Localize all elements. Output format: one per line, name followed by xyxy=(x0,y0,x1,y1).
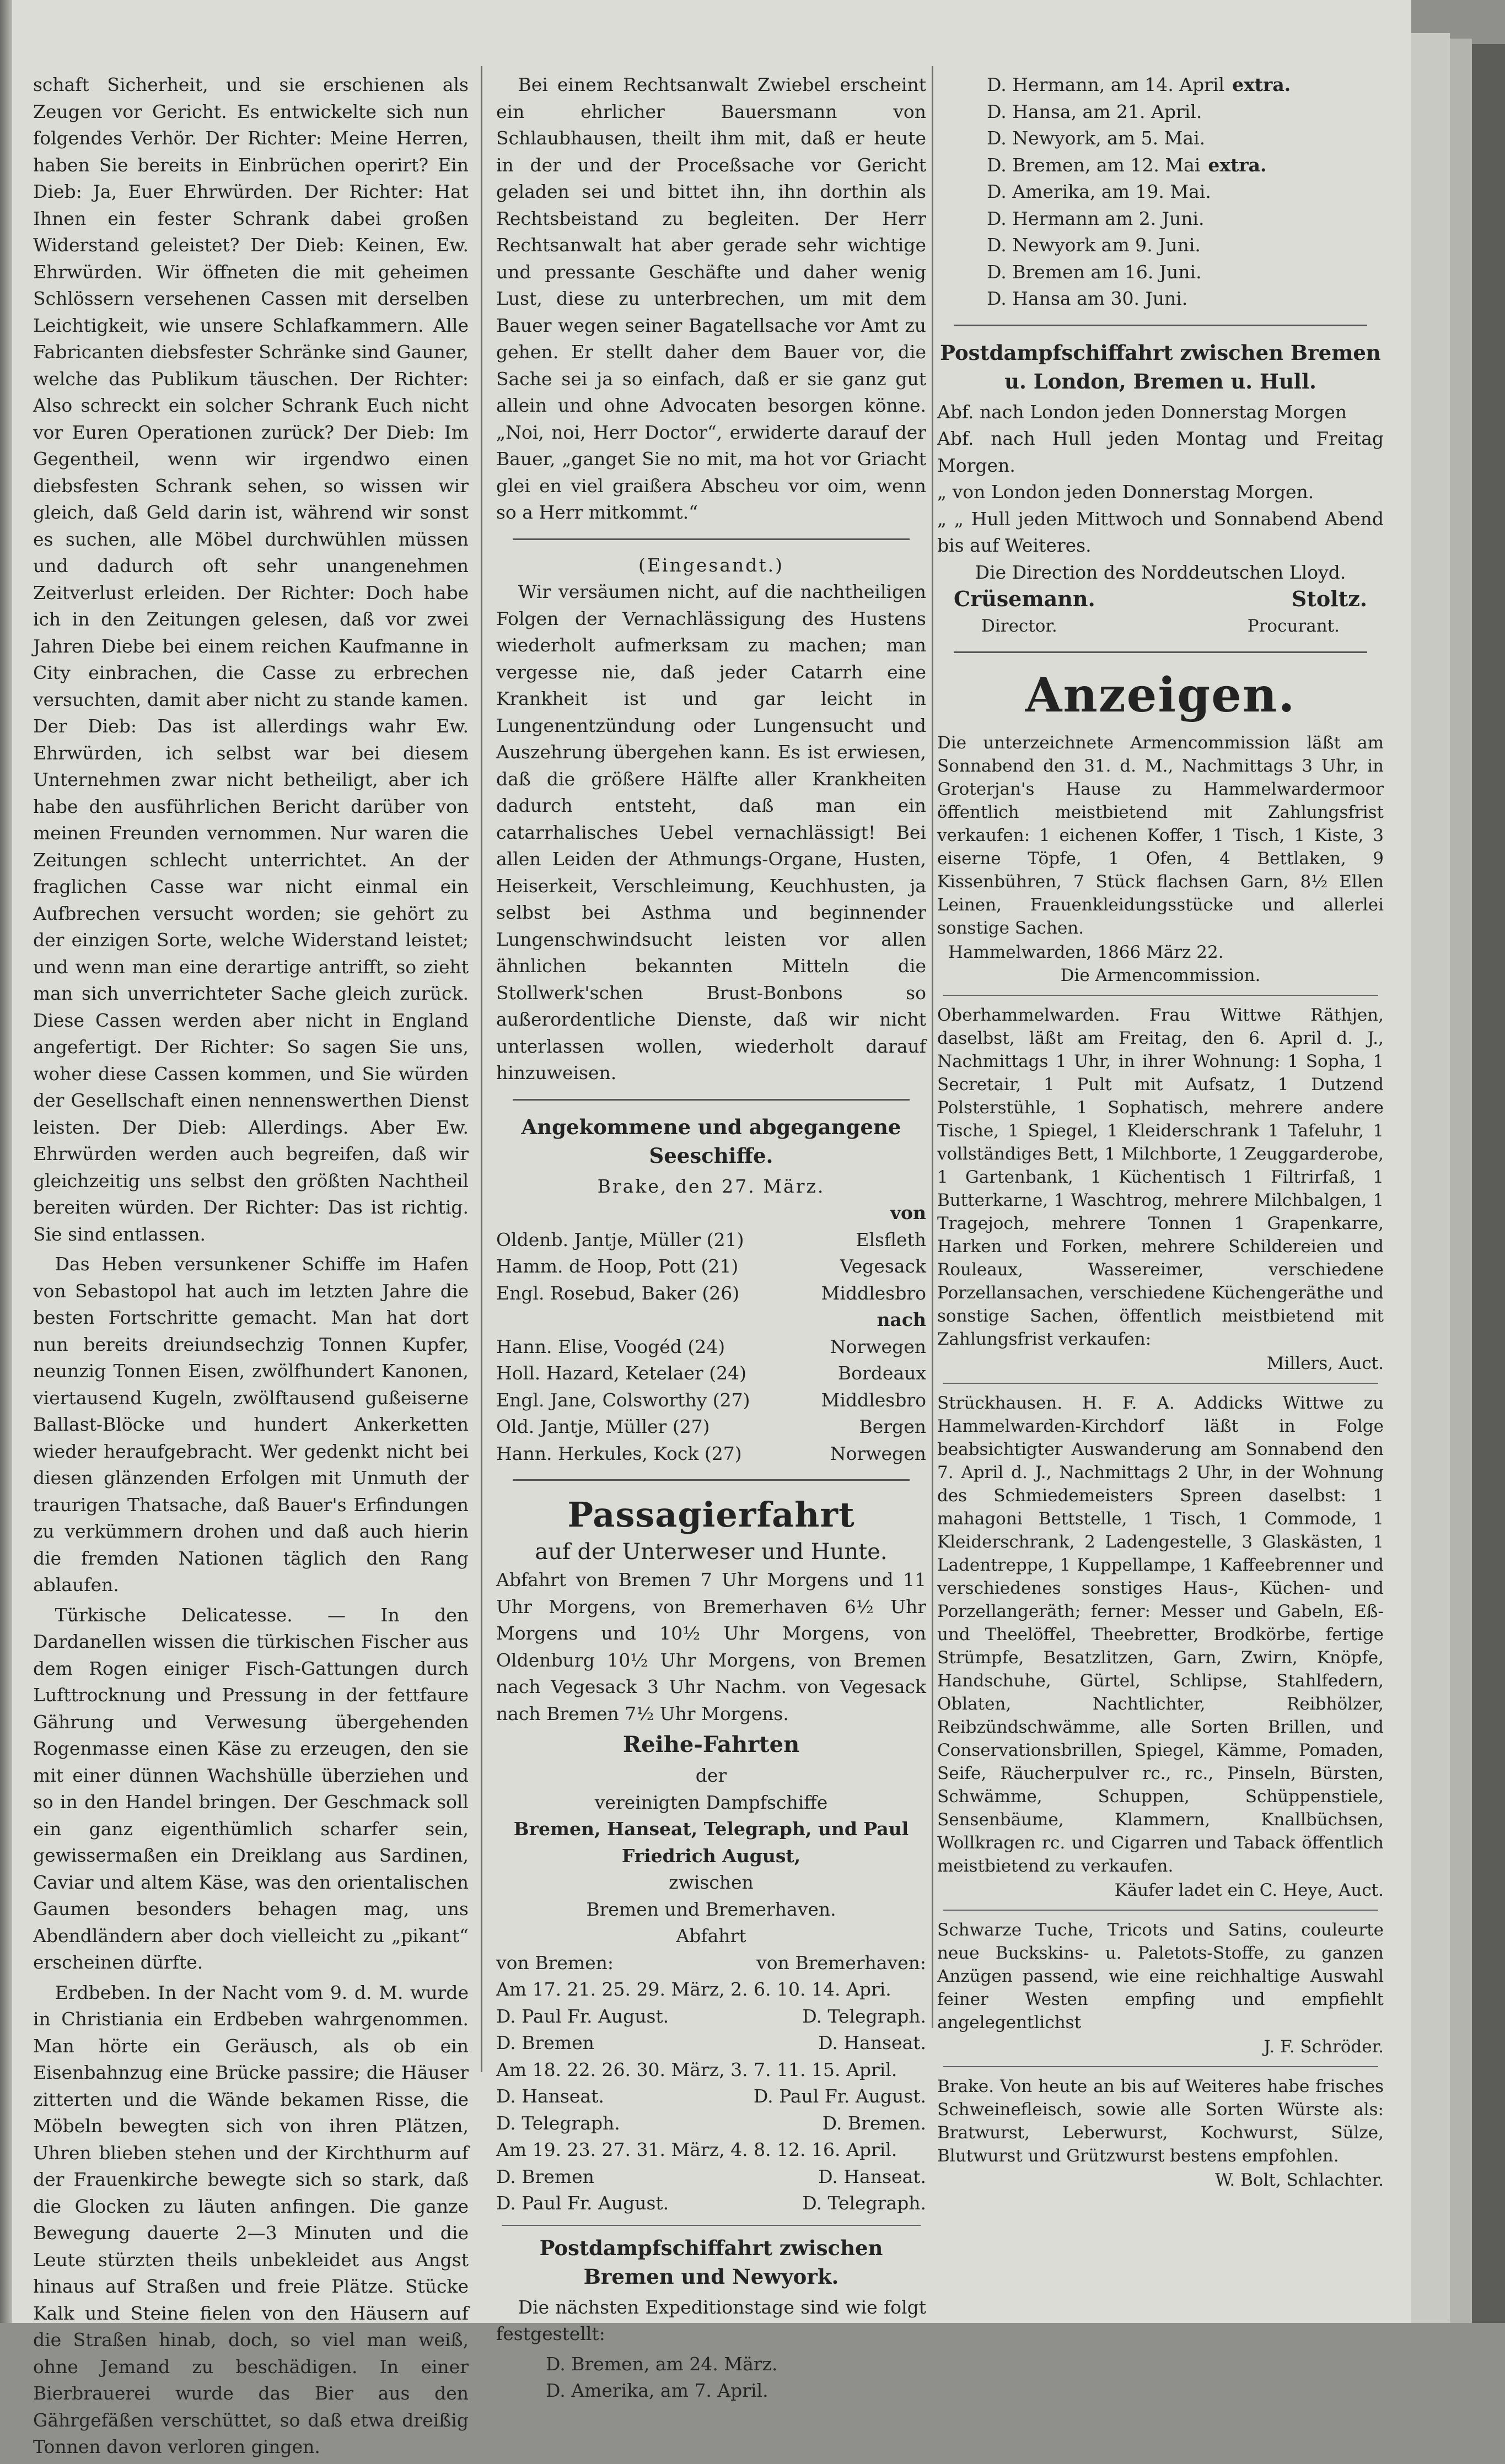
schedule-ship-bremerhaven: D. Hanseat. xyxy=(818,2165,926,2187)
london-schedule-line: Abf. nach Hull jeden Montag und Freitag Morgen. xyxy=(937,428,1384,476)
turkish-delicatesse-article: Türkische Delicatesse. — In den Dardanellen wissen die türkischen Fischer aus dem Rogen einiger Fisch-Gattungen durch Lufttrocknung und Pressung in der fettfaure Gährung und Verwesung übergehenden Rogenmasse einen Käse zu erzeugen, den sie mit einer dünnen Wachshülle überziehen und so in den Handel bringen. Der Geschmack soll ein ganz eigenthümlich scharfer sein, gewissermaßen ein Dreiklang aus Sardinen, Caviar und altem Käse, was den orientalischen Gaumen besonders behagen mag, uns Abendländern aber doch vielleicht zu „pikant“ erscheinen dürfte. xyxy=(33,1604,469,1973)
column-2 xyxy=(496,72,926,2404)
ships-place-date: Brake, den 27. März. xyxy=(597,1175,825,1197)
anzeigen-heading: Anzeigen. xyxy=(1025,667,1296,723)
ad-schroeder-text: Schwarze Tuche, Tricots und Satins, couleurte neue Buckskins- u. Paletots-Stoffe, zu ganzen Anzügen passend, wie eine reichhaltige Auswahl feiner Westen empfing und empfiehlt angelegentlichst xyxy=(937,1920,1384,2032)
eingesandt-label: (Eingesandt.) xyxy=(638,554,784,576)
ad-armencommission-date: Hammelwarden, 1866 März 22. xyxy=(948,942,1224,962)
ship-name: Oldenb. Jantje, Müller (21) xyxy=(496,1228,744,1250)
from-bremen-label: von Bremen: xyxy=(496,1951,614,1974)
from-bremerhaven-label: von Bremerhaven: xyxy=(756,1951,926,1974)
section-divider xyxy=(513,538,910,540)
schedule-header xyxy=(496,1950,926,1977)
signature-director: Crüsemann. xyxy=(954,586,1095,611)
schedule-row xyxy=(496,2190,926,2217)
schedule-ship-bremen: D. Hanseat. xyxy=(496,2085,604,2107)
earthquake-article: Erdbeben. In der Nacht vom 9. d. M. wurde in Christiania ein Erdbeben wahrgenommen. Man hörte ein Geräusch, als ob ein Eisenbahnzug eine Brücke passire; die Häuser zitterten und die Wände bekamen Risse, die Möbeln bewegten sich von ihren Plätzen, Uhren blieben stehen und der Kirchthurm auf der Frauenkirche bewegte sich so stark, daß die Glocken zu läuten anfingen. Die ganze Bewegung dauerte 2—3 Minuten und die Leute stürzten theils unbekleidet aus Angst hinaus auf Straßen und freie Plätze. Stücke Kalk und Steine fielen von den Häusern auf die Straßen hinab, doch, so viel man weiß, ohne Jemand zu beschädigen. In einer Bierbrauerei wurde das Bier aus den Gährgefäßen verschüttet, so daß etwa dreißig Tonnen davon verloren gingen. xyxy=(33,1981,469,2457)
ship-row xyxy=(496,1387,926,1414)
ship-row xyxy=(496,1360,926,1387)
newyork-date-text: D. Hansa, am 21. April. xyxy=(987,100,1202,122)
ad-bolt-text: Brake. Von heute an bis auf Weiteres habe frisches Schweinefleisch, sowie alle Sorten Würste als: Bratwurst, Leberwurst, Kochwurst, Sülze, Blutwurst und Grützwurst bestens empfohlen. xyxy=(937,2077,1384,2166)
lloyd-roles xyxy=(937,613,1384,640)
role-procurant: Procurant. xyxy=(1247,616,1340,636)
ship-row xyxy=(496,1334,926,1361)
newyork-date xyxy=(937,179,1384,206)
ad-addicks-text: Strückhausen. H. F. A. Addicks Wittwe zu Hammelwarden-Kirchdorf läßt in Folge beabsichtigter Auswanderung am Sonnabend den 7. April d. J., Nachmittags 2 Uhr, in der Wohnung des Schmiedemeisters Spreen daselbst: 1 mahagoni Bettstelle, 1 Tisch, 1 Commode, 1 Kleiderschrank, 2 Ladengestelle, 3 Glaskästen, 1 Ladentreppe, 1 Kuppellampe, 1 Kaffeebrenner und verschiedenes sonstiges Haus-, Küchen- und Porzellangeräth; ferner: Messer und Gabeln, Eß- und Theelöffel, Theebretter, Brodkörbe, fertige Strümpfe, Besatzlitzen, Garn, Zwirn, Knöpfe, Handschuhe, Gürtel, Schlipse, Stahlfedern, Oblaten, Nachtlichter, Reibhölzer, Reibzündschwämme, alle Sorten Brillen, und Conservationsbrillen, Spiegel, Kämme, Pomaden, Seife, Räucherpulver rc., rc., Pinseln, Bürsten, Schwämme, Schuppen, Schüppenstiele, Sensenbäume, Klammern, Knallbüchsen, Wollkragen rc. und Cigarren und Taback öffentlich meistbietend zu verkaufen. xyxy=(937,1393,1384,1876)
schedule-row xyxy=(496,2164,926,2191)
newyork-date xyxy=(937,285,1384,312)
thieves-article: schaft Sicherheit, und sie erschienen als Zeugen vor Gericht. Es entwickelte sich nun folgendes Verhör. Der Richter: Meine Herren, haben Sie bereits in Einbrüchen operirt? Ein Dieb: Ja, Euer Ehrwürden. Der Richter: Hat Ihnen ein fester Schrank dabei großen Widerstand geleistet? Der Dieb: Keinen, Ew. Ehrwürden. Wir öffneten die mit geheimen Schlössern versehenen Cassen mit derselben Leichtigkeit, wie unsere Schlafkammern. Alle Fabricanten diebsfester Schränke sind Gauner, welche das Publikum täuschen. Der Richter: Also schreckt ein solcher Schrank Euch nicht vor Euren Operationen zurück? Der Dieb: Im Gegentheil, wenn wir irgendwo einen diebsfesten Schrank sehen, so wissen wir gleich, daß Geld darin ist, während wir sonst es suchen, alle Möbel durchwühlen müssen und dadurch oft sehr unangenehmen Zeitverlust erleiden. Der Richter: Doch habe ich in den Zeitungen gelesen, daß vor zwei Jahren Diebe bei einem reichen Kaufmanne in City einbrachen, die Casse zu erbrechen versuchten, damit aber nicht zu stande kamen. Der Dieb: Das ist allerdings wahr Ew. Ehrwürden, ich selbst war bei diesem Unternehmen zwar nicht betheiligt, aber ich habe den ausführlichen Bericht darüber von meinen Freunden vernommen. Nur waren die Zeitungen schlecht unterrichtet. An der fraglichen Casse war nicht einmal ein Aufbrechen versucht worden; sie gehört zu der einzigen Sorte, welche Widerstand leistet; und wenn man eine derartige antrifft, so zieht man sich unverrichteter Sache gleich zurück. Diese Cassen werden aber nicht in England angefertigt. Der Richter: So sagen Sie uns, woher diese Cassen kommen, und Sie würden der Gesellschaft einen nennenswerthen Dienst leisten. Der Dieb: Allerdings. Aber Ew. Ehrwürden werden auch begreifen, daß wir gleichzeitig uns selbst den größten Nachtheil bereiten würden. Der Richter: Das ist richtig. Sie sind entlassen. xyxy=(33,74,469,1245)
section-divider xyxy=(954,651,1367,653)
ad-divider xyxy=(943,995,1378,996)
ad-raethjen-text: Oberhammelwarden. Frau Wittwe Räthjen, daselbst, läßt am Freitag, den 6. April d. J., Nachmittags 1 Uhr, in ihrer Wohnung: 1 Sopha, 1 Secretair, 1 Pult mit Aufsatz, 1 Dutzend Polsterstühle, 1 Sophatisch, mehrere andere Tische, 1 Spiegel, 1 Kleiderschrank 1 Tafeluhr, 1 vollständiges Bett, 1 Milchborte, 1 Zeuggarderobe, 1 Gartenbank, 1 Küchentisch 1 Filtrirfaß, 1 Butterkarne, 1 Waschtrog, mehrere Milchbalgen, 1 Tragejoch, mehrere Tonnen 1 Grapenkarre, Harken und Forken, mehrere Schildereien und Rouleaux, Wassereimer, verschiedene Porzellansachen, verschiedene Küchengeräthe und sonstige Sachen, öffentlich meistbietend mit Zahlungsfrist verkaufen: xyxy=(937,1005,1384,1349)
reihe-fahrten-heading: Reihe-Fahrten xyxy=(622,1732,800,1757)
schedule-row xyxy=(496,2083,926,2110)
ship-port: Elsfleth xyxy=(856,1228,926,1250)
departed-ships-list xyxy=(496,1334,926,1468)
london-heading: Postdampfschiffahrt zwischen Bremen u. London, Bremen u. Hull. xyxy=(940,340,1381,393)
section-divider xyxy=(954,325,1367,326)
schedule-list xyxy=(496,1976,926,2217)
extra-label: extra. xyxy=(1232,74,1291,95)
reihe-ship-names: Bremen, Hanseat, Telegraph, und Paul Friedrich August, xyxy=(513,1818,909,1867)
newyork-date-text: D. Hermann, am 14. April xyxy=(987,74,1225,95)
section-divider xyxy=(513,1099,910,1101)
newyork-date: D. Amerika, am 7. April. xyxy=(546,2380,768,2401)
page-stack-edge xyxy=(1411,33,1450,2323)
ad-armencommission xyxy=(937,731,1384,987)
newyork-dates xyxy=(496,2351,926,2404)
ad-bolt xyxy=(937,2075,1384,2192)
ad-schroeder xyxy=(937,1918,1384,2058)
ship-row xyxy=(496,1441,926,1468)
ship-name: Hann. Herkules, Kock (27) xyxy=(496,1442,742,1464)
lawyer-anecdote: Bei einem Rechtsanwalt Zwiebel erscheint ein ehrlicher Bauersmann von Schlaubhausen, theilt ihm mit, daß er heute in der und der Proceßsache vor Gericht geladen sei und bittet ihn, ihn dorthin als Rechtsbeistand zu begleiten. Der Herr Rechtsanwalt hat aber gerade sehr wichtige und pressante Geschäfte und daher wenig Lust, diese zu unterbrechen, um mit dem Bauer wegen seiner Bagatellsache vor Amt zu gehen. Er stellt daher dem Bauer vor, die Sache sei ja so einfach, daß er sie ganz gut allein und ohne Advocaten besorgen könne. „Noi, noi, Herr Doctor“, erwiderte darauf der Bauer, „ganget Sie no mit, ma hot vor Griacht glei en viel graißera Abscheu vor oim, wenn so a Herr mitkommt.“ xyxy=(496,74,926,523)
ad-armencommission-signature: Die Armencommission. xyxy=(1060,966,1261,985)
ship-row xyxy=(496,1280,926,1307)
newyork-date xyxy=(937,152,1384,179)
nach-label: nach xyxy=(877,1309,926,1330)
page-stack-edge xyxy=(1472,44,1505,2323)
ad-addicks xyxy=(937,1392,1384,1902)
schedule-ship-bremerhaven: D. Hanseat. xyxy=(818,2032,926,2053)
ship-port: Middlesbro xyxy=(821,1282,926,1304)
newyork-heading: Postdampfschiffahrt zwischen Bremen und Newyork. xyxy=(539,2235,883,2289)
schedule-ship-bremen: D. Paul Fr. August. xyxy=(496,2005,669,2027)
schedule-row xyxy=(496,2030,926,2057)
reihe-der: der xyxy=(695,1765,727,1786)
passenger-timetable: Abfahrt von Bremen 7 Uhr Morgens und 11 Uhr Morgens, von Bremerhaven 6½ Uhr Morgens und 10½ Uhr Morgens, von Oldenburg 10½ Uhr Morgens, von Bremen nach Vegesack 3 Uhr Nachm. von Vegesack nach Bremen 7½ Uhr Morgens. xyxy=(496,1569,926,1724)
ad-bolt-signature: W. Bolt, Schlachter. xyxy=(1214,2170,1384,2190)
newyork-date xyxy=(937,125,1384,152)
ad-divider xyxy=(943,1910,1378,1911)
newyork-date xyxy=(937,259,1384,286)
ad-raethjen xyxy=(937,1004,1384,1375)
newyork-date xyxy=(937,206,1384,233)
ships-heading: Angekommene und abgegangene Seeschiffe. xyxy=(521,1114,901,1168)
ship-name: Hann. Elise, Voogéd (24) xyxy=(496,1335,725,1357)
passenger-service-heading: Passagierfahrt xyxy=(567,1495,855,1535)
lloyd-signatures xyxy=(937,586,1384,613)
ship-port: Bergen xyxy=(859,1416,926,1437)
reihe-route: Bremen und Bremerhaven. xyxy=(586,1898,836,1920)
schedule-ship-bremen: D. Paul Fr. August. xyxy=(496,2192,669,2214)
newyork-date: D. Bremen, am 24. März. xyxy=(546,2353,778,2375)
passenger-service-subheading: auf der Unterweser und Hunte. xyxy=(535,1539,888,1565)
ship-port: Middlesbro xyxy=(821,1389,926,1411)
ship-row xyxy=(496,1227,926,1254)
column-divider xyxy=(481,66,482,2072)
schedule-ship-bremerhaven: D. Paul Fr. August. xyxy=(753,2085,926,2107)
newyork-date xyxy=(937,72,1384,99)
london-schedule-line: „ „ Hull jeden Mittwoch und Sonnabend Abend bis auf Weiteres. xyxy=(937,508,1384,556)
ad-divider xyxy=(943,1383,1378,1384)
schedule-ship-bremerhaven: D. Bremen. xyxy=(822,2112,926,2134)
ship-name: Engl. Rosebud, Baker (26) xyxy=(496,1282,740,1304)
signature-procurant: Stoltz. xyxy=(1291,586,1367,611)
newyork-date-text: D. Hansa am 30. Juni. xyxy=(987,288,1188,309)
ad-armencommission-text: Die unterzeichnete Armencommission läßt am Sonnabend den 31. d. M., Nachmittags 3 Uhr, in Groterjan's Hause zu Hammelwardermoor öffentlich meistbietend mit Zahlungsfrist verkaufen: 1 eichenen Koffer, 1 Tisch, 1 Kiste, 3 eiserne Töpfe, 1 Ofen, 4 Bettlaken, 9 Kissenbühren, 7 Stück flachsen Garn, 8½ Ellen Leinen, Frauenkleidungsstücke und allerlei sonstige Sachen. xyxy=(937,733,1384,938)
schedule-row xyxy=(496,2110,926,2137)
ship-row xyxy=(496,1253,926,1280)
arrived-ships-list xyxy=(496,1227,926,1307)
ship-port: Norwegen xyxy=(830,1442,926,1464)
extra-label: extra. xyxy=(1208,154,1267,176)
reihe-zwischen: zwischen xyxy=(669,1872,754,1893)
london-schedule-line: Abf. nach London jeden Donnerstag Morgen xyxy=(937,401,1347,423)
ship-port: Norwegen xyxy=(830,1335,926,1357)
newyork-date-text: D. Bremen, am 12. Mai xyxy=(987,154,1201,176)
role-director: Director. xyxy=(981,616,1057,636)
newyork-date-text: D. Hermann am 2. Juni. xyxy=(987,207,1205,229)
schedule-dates: Am 18. 22. 26. 30. März, 3. 7. 11. 15. April. xyxy=(496,2058,897,2080)
ad-raethjen-signature: Millers, Auct. xyxy=(1266,1354,1384,1373)
cough-notice: Wir versäumen nicht, auf die nachtheiligen Folgen der Vernachlässigung des Hustens wiederholt aufmerksam zu machen; man vergesse nie, daß jeder Catarrh eine Krankheit ist und gar leicht in Lungenentzündung oder Lungensucht und Auszehrung übergehen kann. Es ist erwiesen, daß die größere Hälfte aller Krankheiten dadurch entsteht, daß man ein catarrhalisches Uebel vernachlässigt! Bei allen Leiden der Athmungs-Organe, Husten, Heiserkeit, Verschleimung, Keuchhusten, ja selbst bei Asthma und beginnender Lungenschwindsucht leisten vor allen ähnlichen bekannten Mitteln die Stollwerk'schen Brust-Bonbons so außerordentliche Dienste, daß wir nicht unterlassen wollen, wiederholt darauf hinzuweisen. xyxy=(496,581,926,1083)
section-divider xyxy=(513,1479,910,1481)
ship-name: Holl. Hazard, Ketelaer (24) xyxy=(496,1362,746,1384)
newyork-dates-continued xyxy=(937,72,1384,312)
london-schedule-line: „ von London jeden Donnerstag Morgen. xyxy=(937,481,1314,503)
page-binding xyxy=(0,0,12,2323)
reihe-abfahrt: Abfahrt xyxy=(676,1925,746,1947)
column-1 xyxy=(33,72,469,2464)
ad-schroeder-signature: J. F. Schröder. xyxy=(1264,2037,1384,2057)
schedule-dates: Am 19. 23. 27. 31. März, 4. 8. 12. 16. April. xyxy=(496,2139,897,2160)
newyork-intro: Die nächsten Expeditionstage sind wie folgt festgestellt: xyxy=(496,2296,926,2344)
reihe-vereinigten: vereinigten Dampfschiffe xyxy=(594,1791,828,1813)
newyork-date xyxy=(937,99,1384,126)
schedule-ship-bremerhaven: D. Telegraph. xyxy=(802,2005,926,2027)
ad-addicks-signature: Käufer ladet ein C. Heye, Auct. xyxy=(1114,1880,1384,1900)
newyork-date-text: D. Bremen am 16. Juni. xyxy=(987,261,1202,283)
sebastopol-article: Das Heben versunkener Schiffe im Hafen von Sebastopol hat auch im letzten Jahre die besten Fortschritte gemacht. Man hat dort nun bereits dreiundsechzig Tonnen Kupfer, neunzig Tonnen Eisen, zwölfhundert Kanonen, viertausend Kugeln, zwölftausend gußeiserne Ballast-Blöcke und hundert Ankerketten wieder heraufgebracht. Wer gedenkt nicht bei diesen glänzenden Erfolgen mit Unmuth der traurigen Thatsache, daß Bauer's Erfindungen zu verkümmern drohen und daß auch hierin die fremden Nationen täglich den Rang ablaufen. xyxy=(33,1253,469,1595)
schedule-row xyxy=(496,2003,926,2030)
schedule-ship-bremen: D. Bremen xyxy=(496,2165,594,2187)
column-3 xyxy=(937,72,1384,2192)
london-hull-schedule xyxy=(937,399,1384,559)
newyork-date-text: D. Newyork, am 5. Mai. xyxy=(987,127,1206,149)
schedule-ship-bremen: D. Bremen xyxy=(496,2032,594,2053)
column-divider xyxy=(932,66,933,2028)
schedule-ship-bremerhaven: D. Telegraph. xyxy=(802,2192,926,2214)
ship-row xyxy=(496,1414,926,1441)
ship-port: Bordeaux xyxy=(837,1362,926,1384)
ship-name: Engl. Jane, Colsworthy (27) xyxy=(496,1389,750,1411)
newyork-date xyxy=(937,232,1384,259)
section-divider xyxy=(502,2225,921,2226)
ship-name: Hamm. de Hoop, Pott (21) xyxy=(496,1255,739,1277)
newyork-date-text: D. Amerika, am 19. Mai. xyxy=(987,181,1211,202)
ship-port: Vegesack xyxy=(840,1255,926,1277)
ad-divider xyxy=(943,2066,1378,2067)
schedule-dates: Am 17. 21. 25. 29. März, 2. 6. 10. 14. Apri. xyxy=(496,1978,891,2000)
von-label: von xyxy=(890,1202,926,1223)
newyork-date-text: D. Newyork am 9. Juni. xyxy=(987,234,1201,256)
ship-name: Old. Jantje, Müller (27) xyxy=(496,1416,710,1437)
schedule-ship-bremen: D. Telegraph. xyxy=(496,2112,620,2134)
page-stack-edge xyxy=(1450,39,1472,2323)
lloyd-direction: Die Direction des Norddeutschen Lloyd. xyxy=(975,561,1346,583)
